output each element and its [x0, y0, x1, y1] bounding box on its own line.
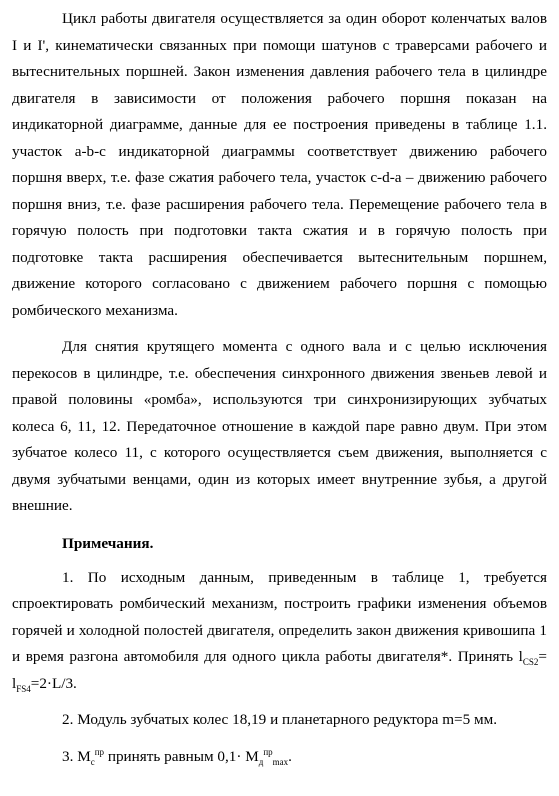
note-2: 2. Модуль зубчатых колес 18,19 и планетарного редуктора m=5 мм.	[62, 711, 498, 728]
note-1-tail: =2·L/3.	[30, 674, 77, 692]
note-1-sub-cs2: CS2	[522, 657, 539, 668]
note-3-sub-max: max	[272, 756, 289, 767]
note-3-sub-d: д	[258, 756, 264, 767]
paragraph-torque-sync: Для снятия крутящего момента с одного вала и с целью исключения перекосов в цилиндре, т.е. обеспечения синхронного движения звеньев левой и правой половины «ромба», используются три синхронизирующих зубчатых колеса 6, 11, 12. Передаточное отношение в каждой паре равно двум. При этом зубчатое колесо 11, с которого осуществляется съем движения, выполняется с двумя зубчатыми венцами, один из которых имеет внутренние зубья, а другой внешние.	[12, 338, 547, 514]
note-1	[12, 565, 547, 698]
note-3-prefix: 3. M	[62, 747, 91, 765]
note-3-mid: принять равным 0,1· M	[104, 747, 259, 765]
note-3-sup-pr-2: пр	[263, 746, 273, 757]
note-3-sup-pr: пр	[94, 746, 105, 757]
note-1-text: 1. По исходным данным, приведенным в таблице 1, требуется спроектировать ромбический механизм, построить графики изменения объемов горячей и холодной полостей двигателя, определить закон движения кривошипа 1 и время разгона автомобиля для одного цикла работы двигателя*. Принять l	[12, 568, 547, 665]
document-page	[12, 6, 547, 770]
paragraph-engine-cycle: Цикл работы двигателя осуществляется за один оборот коленчатых валов I и I', кинематически связанных при помощи шатунов с траверсами рабочего и вытеснительных поршней. Закон изменения давления рабочего тела в цилиндре двигателя в зависимости от положения рабочего поршня показан на индикаторной диаграмме, данные для ее построения приведены в таблице 1.1. участок a-b-c индикаторной диаграммы соответствует движению рабочего поршня вверх, т.е. фазе сжатия рабочего тела, участок c-d-a – движению рабочего поршня вниз, т.е. фазе расширения рабочего тела. Перемещение рабочего тела в горячую полость при подготовки такта сжатия и в горячую полость при подготовке такта расширения обеспечивается вытеснительным поршнем, движение которого согласовано с движением рабочего поршня с помощью ромбического механизма.	[12, 10, 547, 319]
note-3-tail: .	[288, 747, 292, 765]
note-1-mid: = l	[12, 648, 547, 692]
note-1-sub-fs4: FS4	[16, 683, 31, 694]
notes-heading: Примечания.	[62, 534, 154, 552]
note-3	[12, 744, 547, 771]
note-3-sub-c: c	[90, 756, 95, 767]
